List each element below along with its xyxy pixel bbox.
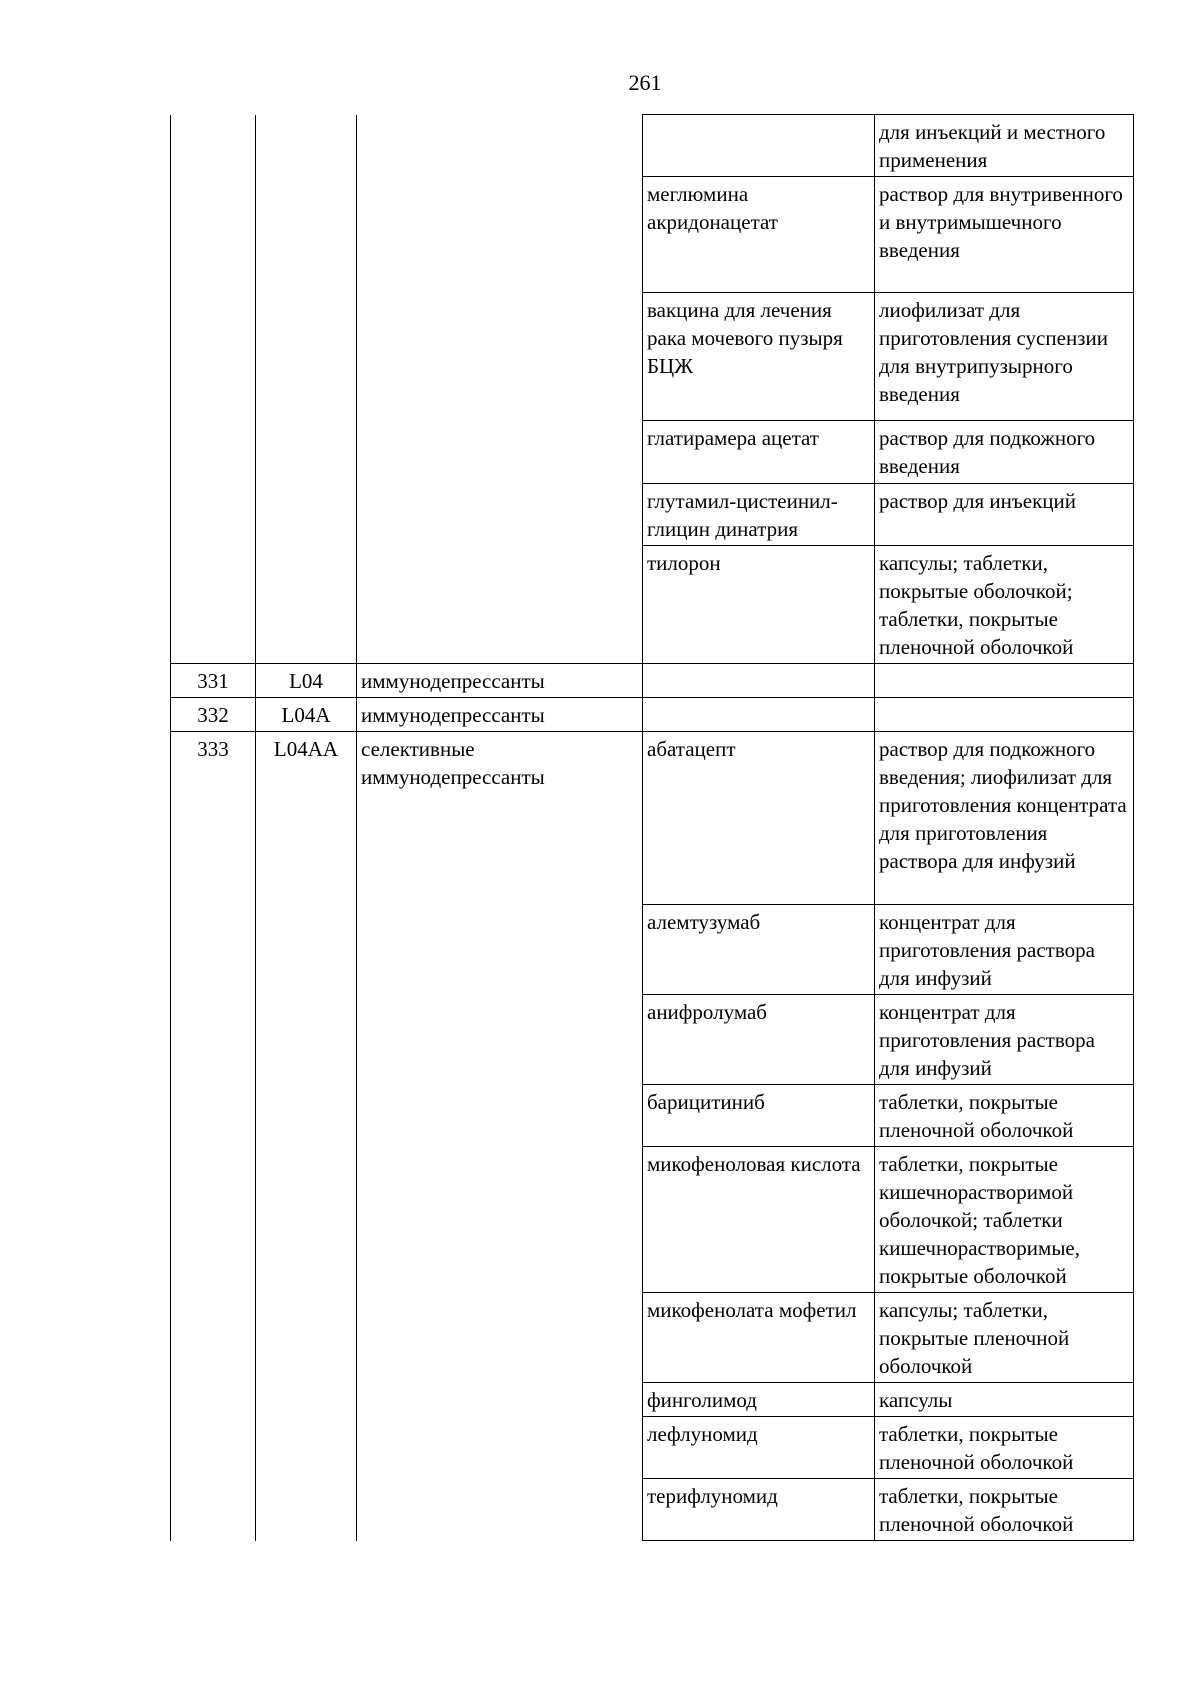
atc-code-cell	[256, 1383, 357, 1417]
dosage-form-cell: таблетки, покрытые пленочной оболочкой	[875, 1085, 1134, 1147]
row-number-cell	[171, 293, 256, 421]
dosage-form-cell: таблетки, покрытые пленочной оболочкой	[875, 1479, 1134, 1541]
dosage-form-cell: раствор для подкожного введения	[875, 421, 1134, 484]
atc-code-cell: L04	[256, 664, 357, 698]
group-name-cell	[357, 1479, 643, 1541]
group-name-cell	[357, 1147, 643, 1293]
row-number-cell	[171, 905, 256, 995]
dosage-form-cell: раствор для внутривенного и внутримышечного введения	[875, 177, 1134, 293]
group-name-cell	[357, 177, 643, 293]
dosage-form-cell: концентрат для приготовления раствора для инфузий	[875, 995, 1134, 1085]
atc-code-cell	[256, 905, 357, 995]
dosage-form-cell: концентрат для приготовления раствора для инфузий	[875, 905, 1134, 995]
row-number-cell	[171, 484, 256, 546]
row-number-cell	[171, 546, 256, 664]
table-row	[171, 421, 1134, 484]
drug-name-cell: барицитиниб	[643, 1085, 875, 1147]
table-body	[171, 115, 1134, 1541]
atc-code-cell	[256, 1417, 357, 1479]
atc-code-cell	[256, 484, 357, 546]
drug-name-cell: микофенолата мофетил	[643, 1293, 875, 1383]
group-name-cell: иммунодепрессанты	[357, 698, 643, 732]
drug-name-cell: глатирамера ацетат	[643, 421, 875, 484]
table-row	[171, 1479, 1134, 1541]
group-name-cell	[357, 1383, 643, 1417]
atc-code-cell	[256, 1085, 357, 1147]
table-row	[171, 1085, 1134, 1147]
group-name-cell	[357, 1085, 643, 1147]
drug-name-cell	[643, 664, 875, 698]
table-row	[171, 1383, 1134, 1417]
dosage-form-cell: лиофилизат для приготовления суспензии для внутрипузырного введения	[875, 293, 1134, 421]
atc-code-cell	[256, 177, 357, 293]
table-row	[171, 995, 1134, 1085]
drug-name-cell: меглюмина акридонацетат	[643, 177, 875, 293]
atc-code-cell: L04AA	[256, 732, 357, 905]
drug-name-cell: алемтузумаб	[643, 905, 875, 995]
group-name-cell	[357, 905, 643, 995]
drug-name-cell: тилорон	[643, 546, 875, 664]
atc-code-cell	[256, 546, 357, 664]
dosage-form-cell: капсулы; таблетки, покрытые оболочкой; таблетки, покрытые пленочной оболочкой	[875, 546, 1134, 664]
row-number-cell	[171, 1383, 256, 1417]
group-name-cell: иммунодепрессанты	[357, 664, 643, 698]
atc-code-cell	[256, 1147, 357, 1293]
drug-name-cell: лефлуномид	[643, 1417, 875, 1479]
drug-name-cell: микофеноловая кислота	[643, 1147, 875, 1293]
page-number: 261	[628, 70, 662, 95]
table-row	[171, 905, 1134, 995]
drug-name-cell: терифлуномид	[643, 1479, 875, 1541]
table-row	[171, 664, 1134, 698]
atc-code-cell	[256, 115, 357, 177]
group-name-cell	[357, 995, 643, 1085]
drug-table	[170, 114, 1134, 1541]
atc-code-cell	[256, 1293, 357, 1383]
dosage-form-cell: для инъекций и местного применения	[875, 115, 1134, 177]
row-number-cell: 332	[171, 698, 256, 732]
row-number-cell	[171, 1085, 256, 1147]
drug-name-cell	[643, 698, 875, 732]
group-name-cell: селективные иммунодепрессанты	[357, 732, 643, 905]
table-row	[171, 1147, 1134, 1293]
dosage-form-cell: раствор для инъекций	[875, 484, 1134, 546]
table-row	[171, 546, 1134, 664]
atc-code-cell	[256, 995, 357, 1085]
atc-code-cell	[256, 293, 357, 421]
dosage-form-cell: капсулы	[875, 1383, 1134, 1417]
drug-name-cell: анифролумаб	[643, 995, 875, 1085]
table-row	[171, 1417, 1134, 1479]
table-row	[171, 115, 1134, 177]
drug-name-cell: глутамил-цистеинил-глицин динатрия	[643, 484, 875, 546]
row-number-cell	[171, 1417, 256, 1479]
row-number-cell	[171, 115, 256, 177]
drug-name-cell: финголимод	[643, 1383, 875, 1417]
table-row	[171, 1293, 1134, 1383]
drug-name-cell	[643, 115, 875, 177]
dosage-form-cell: капсулы; таблетки, покрытые пленочной оболочкой	[875, 1293, 1134, 1383]
table-row	[171, 698, 1134, 732]
dosage-form-cell: таблетки, покрытые пленочной оболочкой	[875, 1417, 1134, 1479]
table-row	[171, 177, 1134, 293]
group-name-cell	[357, 1417, 643, 1479]
drug-name-cell: вакцина для лечения рака мочевого пузыря БЦЖ	[643, 293, 875, 421]
row-number-cell	[171, 1479, 256, 1541]
atc-code-cell	[256, 421, 357, 484]
row-number-cell	[171, 995, 256, 1085]
row-number-cell	[171, 1293, 256, 1383]
dosage-form-cell	[875, 698, 1134, 732]
group-name-cell	[357, 1293, 643, 1383]
table-row	[171, 293, 1134, 421]
group-name-cell	[357, 115, 643, 177]
row-number-cell	[171, 177, 256, 293]
table-row	[171, 484, 1134, 546]
row-number-cell	[171, 421, 256, 484]
row-number-cell: 333	[171, 732, 256, 905]
atc-code-cell	[256, 1479, 357, 1541]
dosage-form-cell	[875, 664, 1134, 698]
dosage-form-cell: раствор для подкожного введения; лиофилизат для приготовления концентрата для приготовления раствора для инфузий	[875, 732, 1134, 905]
row-number-cell: 331	[171, 664, 256, 698]
group-name-cell	[357, 546, 643, 664]
table-row	[171, 732, 1134, 905]
atc-code-cell: L04A	[256, 698, 357, 732]
group-name-cell	[357, 293, 643, 421]
group-name-cell	[357, 484, 643, 546]
dosage-form-cell: таблетки, покрытые кишечнорастворимой оболочкой; таблетки кишечнорастворимые, покрытые оболочкой	[875, 1147, 1134, 1293]
drug-name-cell: абатацепт	[643, 732, 875, 905]
row-number-cell	[171, 1147, 256, 1293]
group-name-cell	[357, 421, 643, 484]
